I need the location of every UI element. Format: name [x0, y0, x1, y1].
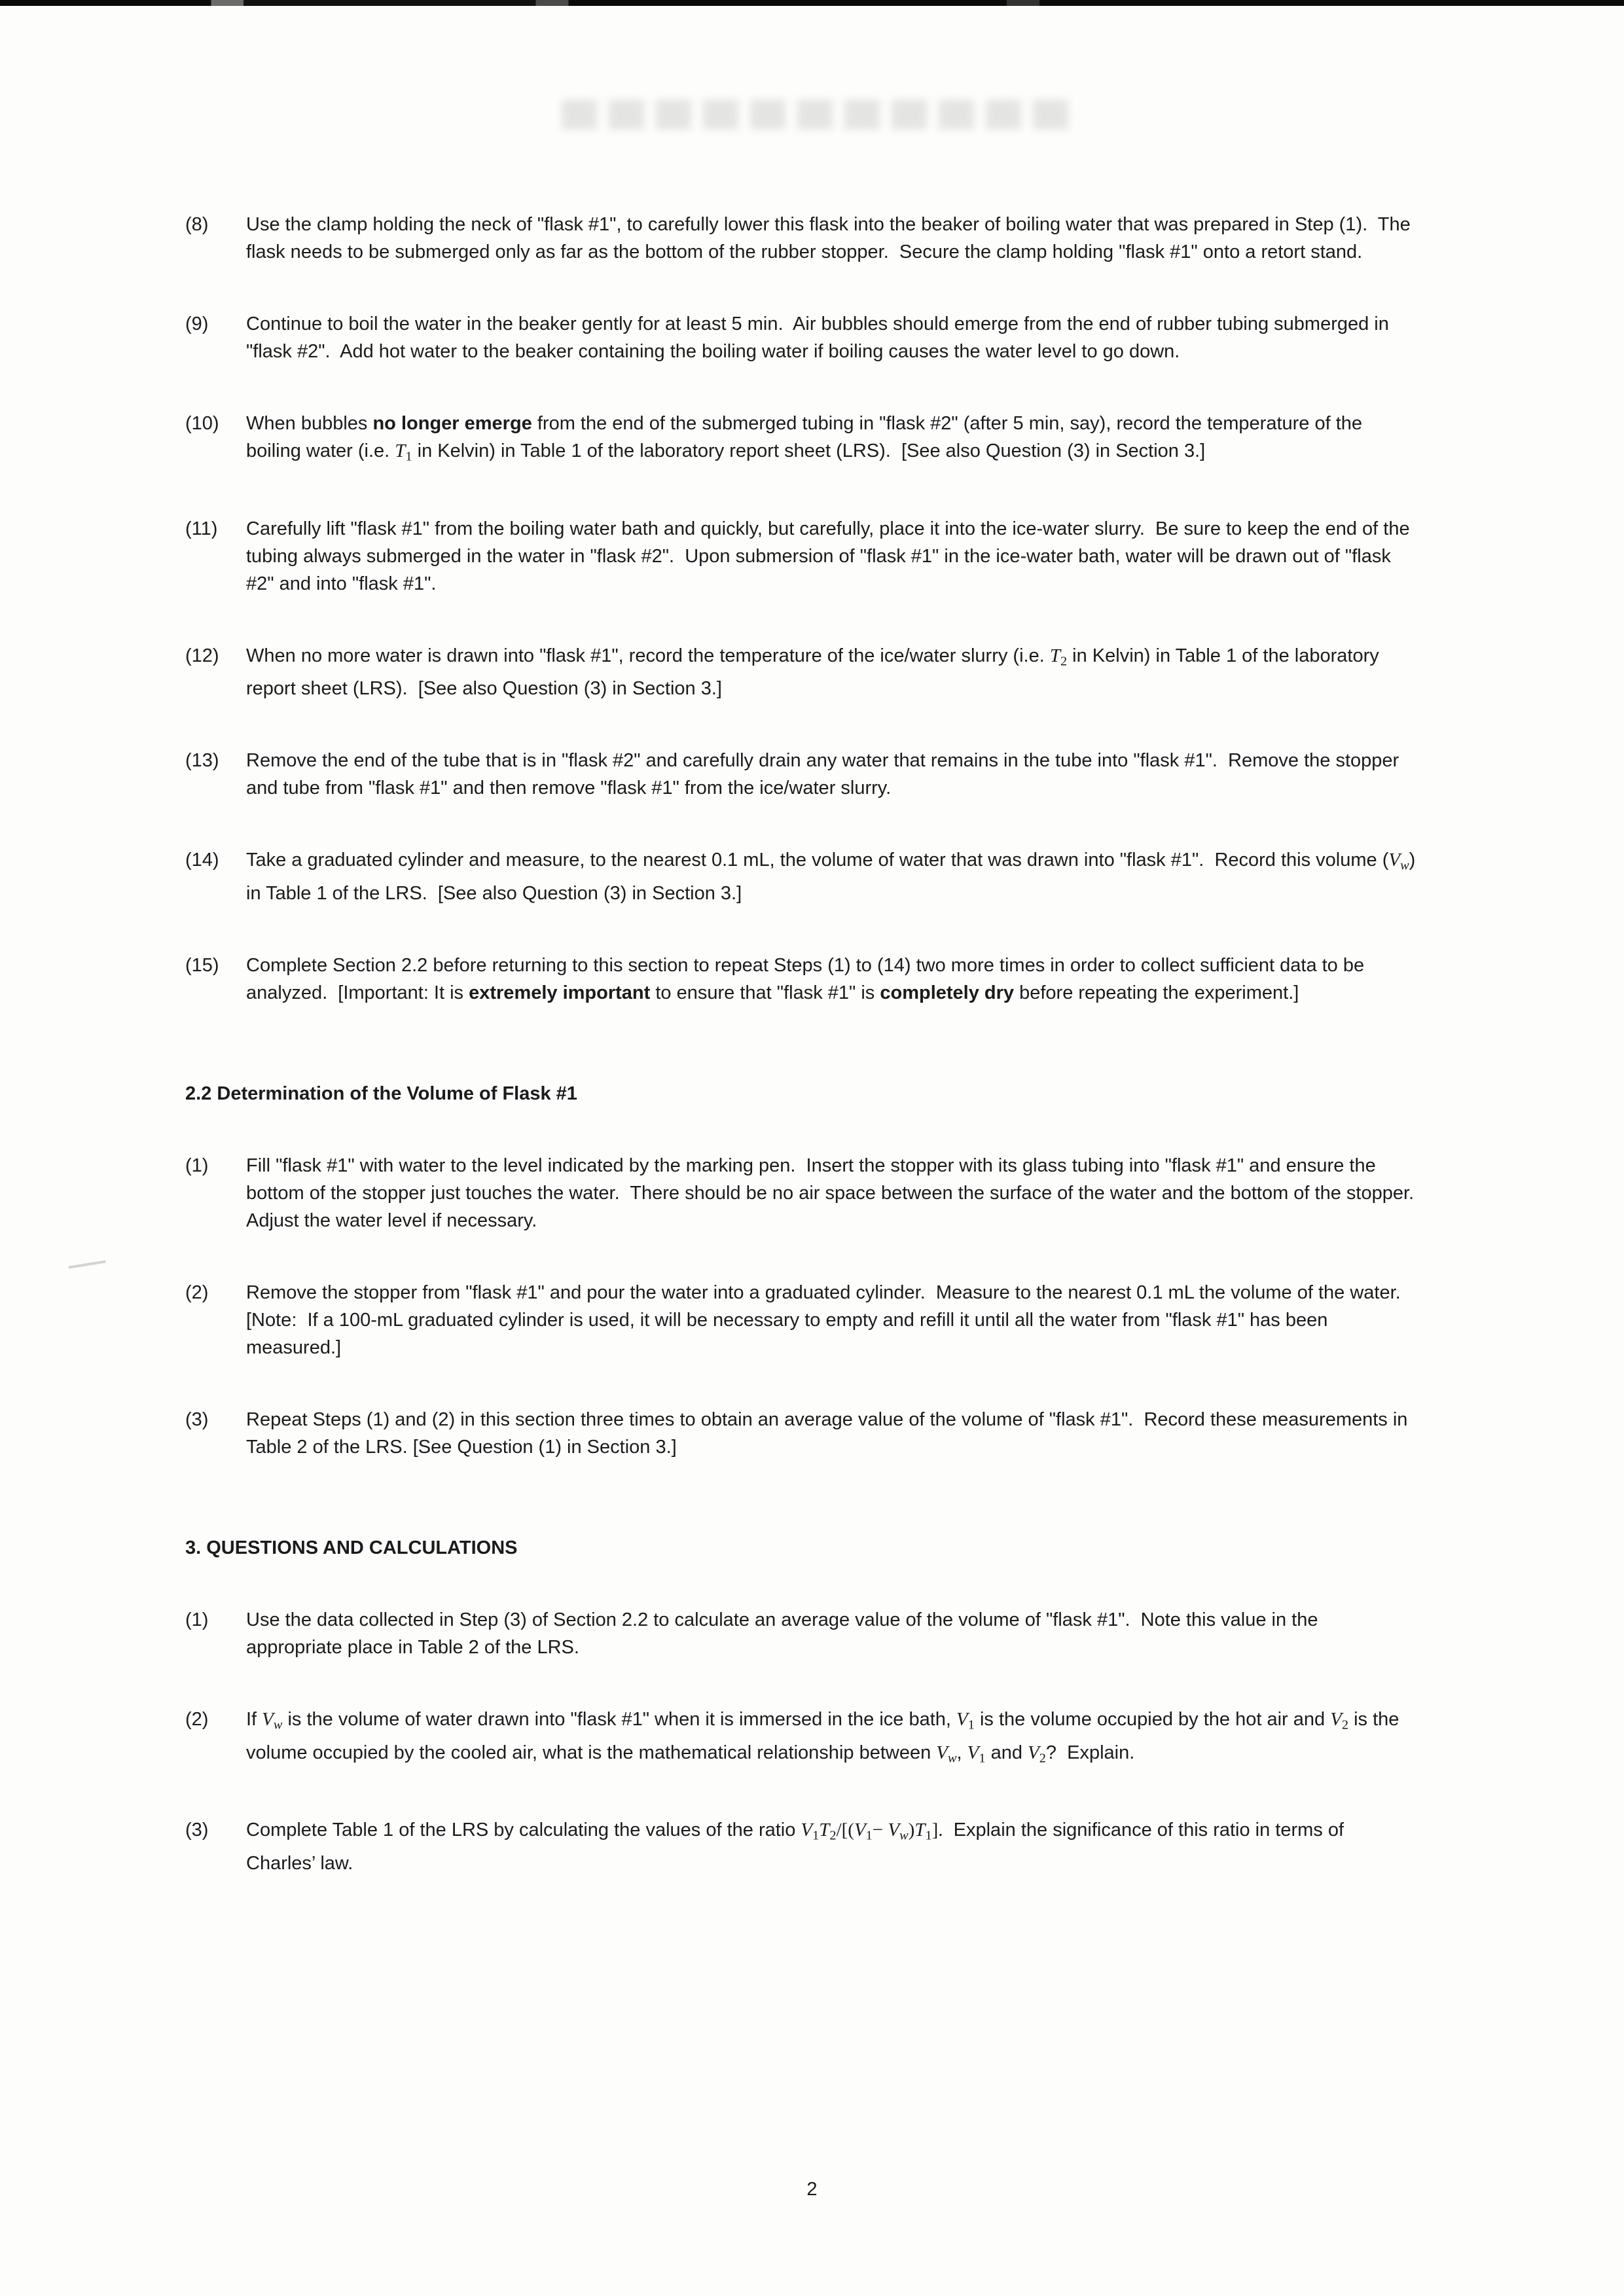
- section-2-2-heading: 2.2 Determination of the Volume of Flask #1: [185, 1083, 577, 1105]
- step-number: (13): [185, 750, 219, 772]
- step-number: (12): [185, 645, 219, 666]
- step-number: (10): [185, 413, 219, 434]
- step-text: Remove the end of the tube that is in "flask #2" and carefully drain any water that remains in the tube into "flask #1". Remove the stopper and tube from "flask #1" and then remove "flask #1" from the ice/water slurry.: [246, 750, 1405, 799]
- stray-pencil-mark: [68, 1260, 106, 1268]
- step-text: Use the data collected in Step (3) of Section 2.2 to calculate an average value of the volume of "flask #1". Note this value in the appropriate place in Table 2 of the LRS.: [246, 1609, 1324, 1659]
- step-text: When bubbles no longer emerge from the end of the submerged tubing in "flask #2" (after 5 min, say), record the temperature of the boiling water (i.e. T1 in Kelvin) in Table 1 of the laboratory report sheet (LRS). [See also Question (3) in Section 3.]: [246, 413, 1368, 464]
- section-2-2-step-3: [185, 1406, 1416, 1461]
- procedure-step-13: [185, 747, 1416, 802]
- step-number: (9): [185, 314, 209, 334]
- section-3-question-3: [185, 1816, 1416, 1877]
- step-text: Complete Table 1 of the LRS by calculating the values of the ratio V1T2/[(V1− Vw)T1]. Explain the significance of this ratio in terms of Charles’ law.: [246, 1820, 1350, 1874]
- procedure-step-11: [185, 515, 1416, 598]
- step-text: Take a graduated cylinder and measure, to the nearest 0.1 mL, the volume of water that was drawn into "flask #1". Record this volume (Vw) in Table 1 of the LRS. [See also Question (3) in Section 3.]: [246, 850, 1421, 905]
- procedure-step-10: [185, 410, 1416, 471]
- step-number: (2): [185, 1709, 209, 1731]
- step-text: If Vw is the volume of water drawn into "flask #1" when it is immersed in the ice bath, V1 is the volume occupied by the hot air and V2 is the volume occupied by the cooled air, what is the mathematical relationship between Vw, V1 and V2? Explain.: [246, 1709, 1405, 1766]
- step-text: Complete Section 2.2 before returning to this section to repeat Steps (1) to (14) two more times in order to collect sufficient data to be analyzed. [Important: It is extremely important to ensure that "flask #1" is completely dry before repeating the experiment.]: [246, 955, 1370, 1004]
- step-number: (1): [185, 1609, 209, 1631]
- step-number: (15): [185, 955, 219, 977]
- step-text: Use the clamp holding the neck of "flask #1", to carefully lower this flask into the beaker of boiling water that was prepared in Step (1). The flask needs to be submerged only as far as the bottom of the rubber stopper. Secure the clamp holding "flask #1" onto a retort stand.: [246, 214, 1416, 262]
- step-number: (1): [185, 1155, 209, 1177]
- procedure-step-9: [185, 310, 1416, 365]
- section-3-question-2: [185, 1706, 1416, 1772]
- step-number: (2): [185, 1282, 209, 1304]
- step-number: (14): [185, 850, 219, 871]
- section-3-question-1: [185, 1606, 1416, 1661]
- procedure-step-14: [185, 846, 1421, 907]
- procedure-step-12: [185, 642, 1416, 703]
- step-text: Carefully lift "flask #1" from the boiling water bath and quickly, but carefully, place it into the ice-water slurry. Be sure to keep the end of the tubing always submerged in the water in "flask #2". Upon submersion of "flask #1" in the ice-water bath, water will be drawn out of "flask #2" and into "flask #1".: [246, 518, 1415, 594]
- procedure-step-15: [185, 952, 1416, 1007]
- faded-header-artifact: [562, 99, 1072, 130]
- step-text: Fill "flask #1" with water to the level indicated by the marking pen. Insert the stopper with its glass tubing into "flask #1" and ensure the bottom of the stopper just touches the water. There should be no air space between the surface of the water and the bottom of the stopper. Adjust the water level if necessary.: [246, 1155, 1424, 1232]
- procedure-step-8: [185, 211, 1416, 266]
- section-3-heading: 3. QUESTIONS AND CALCULATIONS: [185, 1537, 518, 1559]
- page-content: [185, 211, 1424, 1922]
- step-text: Continue to boil the water in the beaker gently for at least 5 min. Air bubbles should emerge from the end of rubber tubing submerged in "flask #2". Add hot water to the beaker containing the boiling water if boiling causes the water level to go down.: [246, 314, 1394, 362]
- step-number: (11): [185, 518, 218, 539]
- step-text: Remove the stopper from "flask #1" and pour the water into a graduated cylinder. Measure to the nearest 0.1 mL the volume of the water. [Note: If a 100-mL graduated cylinder is used, it will be necessary to empty and refill it until all the water from "flask #1" has been measured.]: [246, 1282, 1411, 1359]
- step-number: (3): [185, 1820, 209, 1841]
- page-number: 2: [806, 2179, 818, 2200]
- step-number: (8): [185, 214, 209, 235]
- scan-edge-artifact: [0, 0, 1624, 6]
- step-number: (3): [185, 1409, 209, 1431]
- step-text: When no more water is drawn into "flask #1", record the temperature of the ice/water slurry (i.e. T2 in Kelvin) in Table 1 of the laboratory report sheet (LRS). [See also Question (3) in Section 3.]: [246, 645, 1384, 700]
- step-text: Repeat Steps (1) and (2) in this section three times to obtain an average value of the volume of "flask #1". Record these measurements in Table 2 of the LRS. [See Question (1) in Section 3.]: [246, 1409, 1413, 1458]
- section-2-2-step-1: [185, 1152, 1424, 1234]
- section-2-2-step-2: [185, 1279, 1416, 1361]
